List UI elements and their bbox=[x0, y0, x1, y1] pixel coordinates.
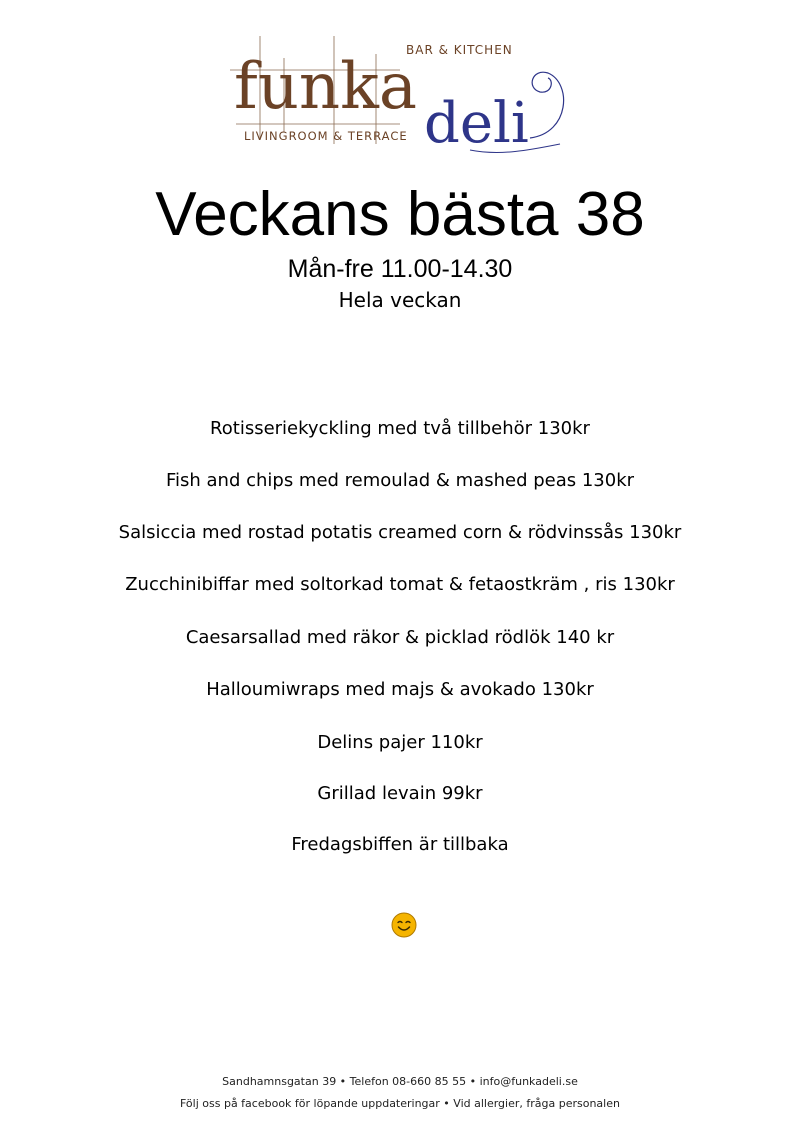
smiling-face-icon bbox=[391, 912, 417, 938]
footer-info: Följ oss på facebook för löpande uppdateringar • Vid allergier, fråga personalen bbox=[180, 1097, 620, 1110]
logo-tag-livingroom: LIVINGROOM & TERRACE bbox=[244, 129, 408, 143]
logo-swirl bbox=[530, 72, 564, 138]
menu-item: Zucchinibiffar med soltorkad tomat & fetaostkräm , ris 130kr bbox=[125, 574, 675, 595]
menu-item: Fredagsbiffen är tillbaka bbox=[291, 834, 509, 855]
opening-hours: Mån-fre 11.00-14.30 bbox=[287, 255, 513, 283]
menu-item: Caesarsallad med räkor & picklad rödlök 140 kr bbox=[185, 627, 615, 648]
logo-word-funka: funka bbox=[234, 50, 418, 124]
logo-tag-bar-kitchen: BAR & KITCHEN bbox=[406, 43, 513, 57]
page-title: Veckans bästa 38 bbox=[155, 180, 645, 249]
page-subtitle: Hela veckan bbox=[338, 288, 462, 312]
menu-item: Fish and chips med remoulad & mashed peas 130kr bbox=[165, 470, 635, 491]
menu-item: Rotisseriekyckling med två tillbehör 130kr bbox=[210, 418, 590, 439]
menu-item: Salsiccia med rostad potatis creamed corn & rödvinssås 130kr bbox=[118, 522, 682, 543]
menu-item: Grillad levain 99kr bbox=[317, 783, 483, 804]
logo-graphic bbox=[230, 28, 570, 158]
footer-contact: Sandhamnsgatan 39 • Telefon 08-660 85 55 • info@funkadeli.se bbox=[222, 1075, 578, 1088]
funkadeli-logo bbox=[230, 28, 570, 158]
menu-item: Halloumiwraps med majs & avokado 130kr bbox=[206, 679, 594, 700]
menu-item: Delins pajer 110kr bbox=[317, 732, 483, 753]
logo-word-deli: deli bbox=[424, 91, 529, 156]
